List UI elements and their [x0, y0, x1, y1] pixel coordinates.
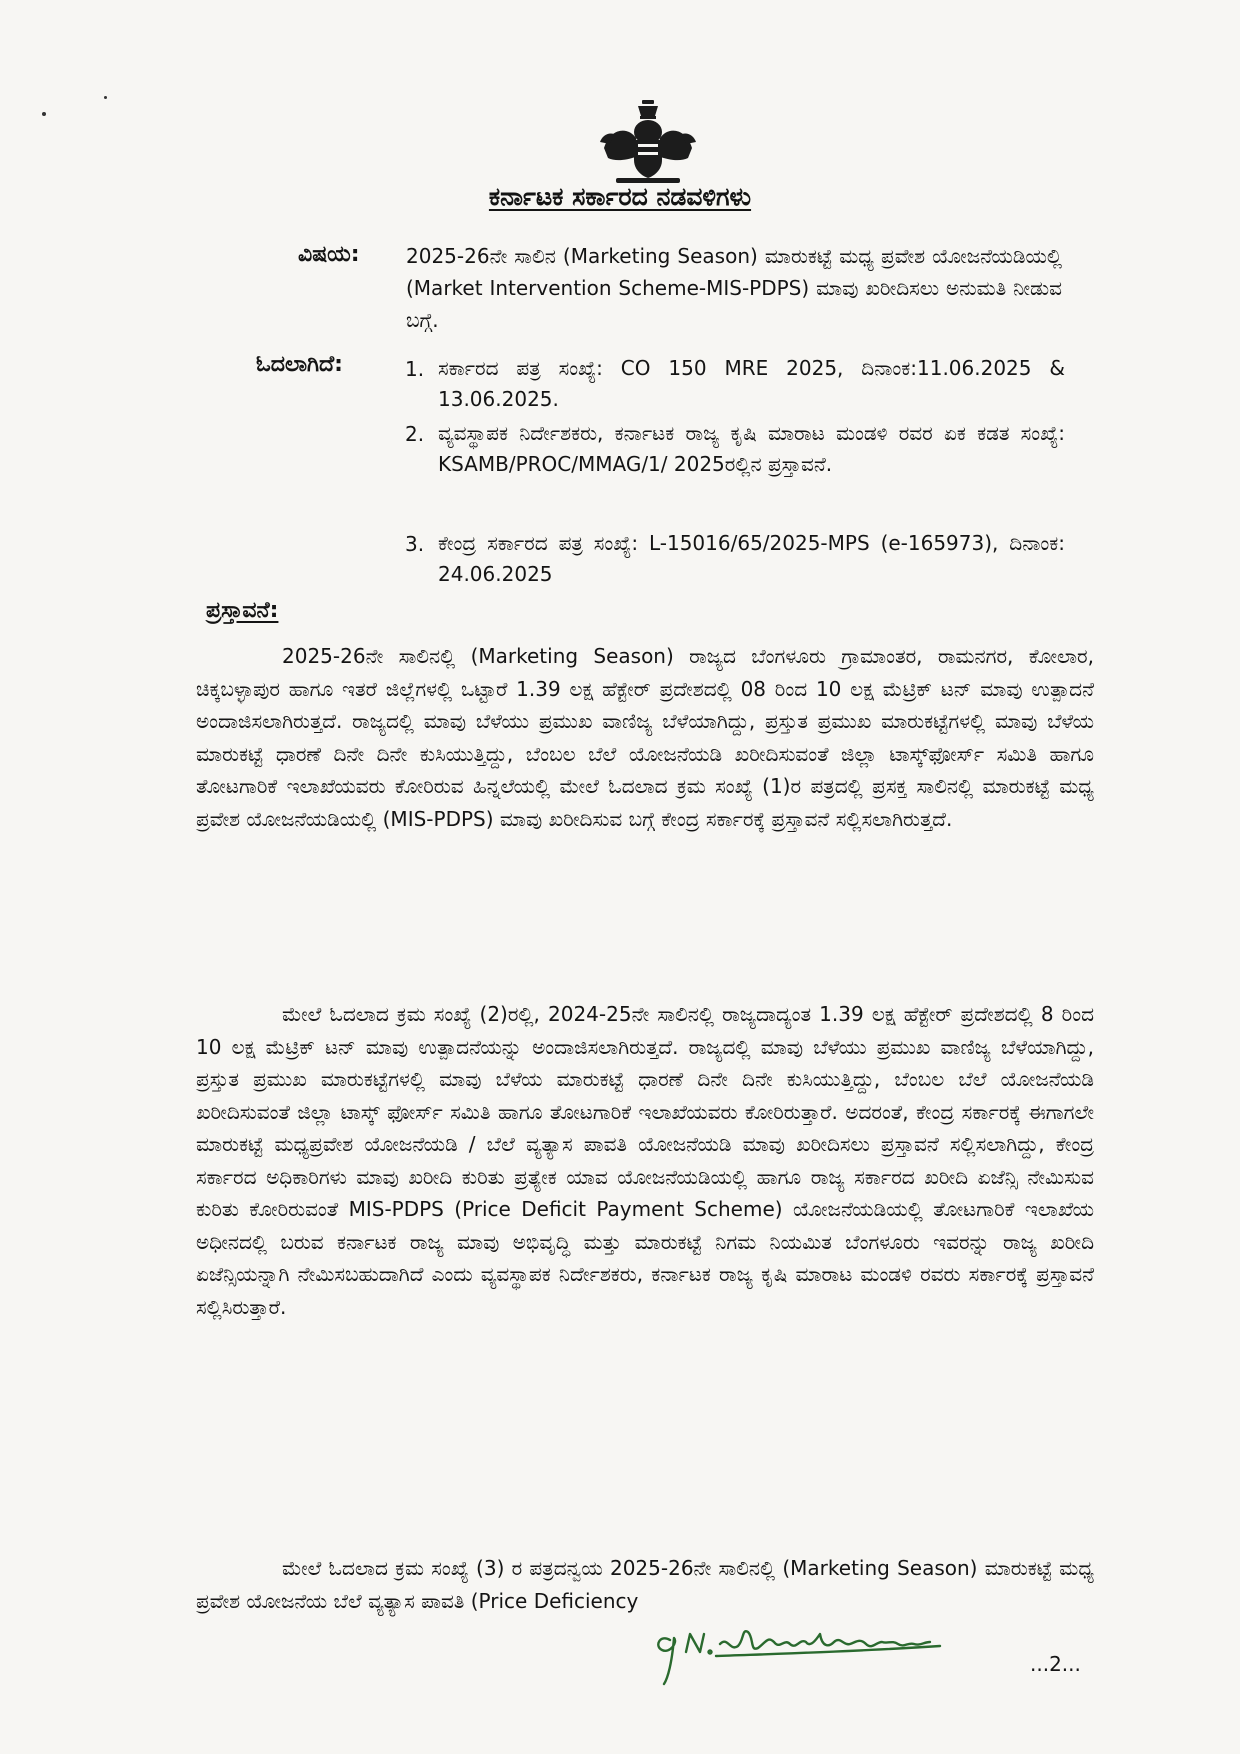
reference-item: ವ್ಯವಸ್ಥಾಪಕ ನಿರ್ದೇಶಕರು, ಕರ್ನಾಟಕ ರಾಜ್ಯ ಕೃಷಿ ಮಾರಾಟ ಮಂಡಳಿ ರವರ ಏಕ ಕಡತ ಸಂಖ್ಯೆ: KSAMB/PROC/MMAG/1/ 2025ರಲ್ಲಿನ ಪ್ರಸ್ತಾವನೆ.: [438, 421, 1065, 476]
references-label: ಓದಲಾಗಿದೆ:: [256, 352, 343, 377]
signature-image: [650, 1612, 1000, 1692]
reference-number: 1.: [405, 357, 425, 381]
reference-number: 2.: [405, 422, 425, 446]
subject-label: ವಿಷಯ:: [298, 242, 360, 267]
preamble-paragraph: ಮೇಲೆ ಓದಲಾದ ಕ್ರಮ ಸಂಖ್ಯೆ (3) ರ ಪತ್ರದನ್ವಯ 2025-26ನೇ ಸಾಲಿನಲ್ಲಿ (Marketing Season) ಮಾರುಕಟ್ಟೆ ಮಧ್ಯ ಪ್ರವೇಶ ಯೋಜನೆಯ ಬೆಲೆ ವ್ಯತ್ಯಾಸ ಪಾವತಿ (Price Deficiency: [196, 1556, 1094, 1613]
preamble-paragraph: 2025-26ನೇ ಸಾಲಿನಲ್ಲಿ (Marketing Season) ರಾಜ್ಯದ ಬೆಂಗಳೂರು ಗ್ರಾಮಾಂತರ, ರಾಮನಗರ, ಕೋಲಾರ, ಚಿಕ್ಕಬಳ್ಳಾಪುರ ಹಾಗೂ ಇತರೆ ಜಿಲ್ಲೆಗಳಲ್ಲಿ ಒಟ್ಟಾರೆ 1.39 ಲಕ್ಷ ಹೆಕ್ಟೇರ್ ಪ್ರದೇಶದಲ್ಲಿ 08 ರಿಂದ 10 ಲಕ್ಷ ಮೆಟ್ರಿಕ್ ಟನ್ ಮಾವು ಉತ್ಪಾದನೆ ಅಂದಾಜಿಸಲಾಗಿರುತ್ತದೆ. ರಾಜ್ಯದಲ್ಲಿ ಮಾವು ಬೆಳೆಯು ಪ್ರಮುಖ ವಾಣಿಜ್ಯ ಬೆಳೆಯಾಗಿದ್ದು, ಪ್ರಸ್ತುತ ಪ್ರಮುಖ ಮಾರುಕಟ್ಟೆಗಳಲ್ಲಿ ಮಾವು ಬೆಳೆಯ ಮಾರುಕಟ್ಟೆ ಧಾರಣೆ ದಿನೇ ದಿನೇ ಕುಸಿಯುತ್ತಿದ್ದು, ಬೆಂಬಲ ಬೆಲೆ ಯೋಜನೆಯಡಿ ಖರೀದಿಸುವಂತೆ ಜಿಲ್ಲಾ ಟಾಸ್ಕ್‌ಫೋರ್ಸ್ ಸಮಿತಿ ಹಾಗೂ ತೋಟಗಾರಿಕೆ ಇಲಾಖೆಯವರು ಕೋರಿರುವ ಹಿನ್ನಲೆಯಲ್ಲಿ ಮೇಲೆ ಓದಲಾದ ಕ್ರಮ ಸಂಖ್ಯೆ (1)ರ ಪತ್ರದಲ್ಲಿ ಪ್ರಸಕ್ತ ಸಾಲಿನಲ್ಲಿ ಮಾರುಕಟ್ಟೆ ಮಧ್ಯ ಪ್ರವೇಶ ಯೋಜನೆಯಡಿಯಲ್ಲಿ (MIS-PDPS) ಮಾವು ಖರೀದಿಸುವ ಬಗ್ಗೆ ಕೇಂದ್ರ ಸರ್ಕಾರಕ್ಕೆ ಪ್ರಸ್ತಾವನೆ ಸಲ್ಲಿಸಲಾಗಿರುತ್ತದೆ.: [196, 644, 1094, 831]
preamble-heading: ಪ್ರಸ್ತಾವನೆ:: [206, 598, 279, 623]
reference-item: ಕೇಂದ್ರ ಸರ್ಕಾರದ ಪತ್ರ ಸಂಖ್ಯೆ: L-15016/65/2025-MPS (e-165973), ದಿನಾಂಕ: 24.06.2025: [438, 531, 1065, 586]
preamble-paragraph: ಮೇಲೆ ಓದಲಾದ ಕ್ರಮ ಸಂಖ್ಯೆ (2)ರಲ್ಲಿ, 2024-25ನೇ ಸಾಲಿನಲ್ಲಿ ರಾಜ್ಯದಾದ್ಯಂತ 1.39 ಲಕ್ಷ ಹೆಕ್ಟೇರ್ ಪ್ರದೇಶದಲ್ಲಿ 8 ರಿಂದ 10 ಲಕ್ಷ ಮೆಟ್ರಿಕ್ ಟನ್ ಮಾವು ಉತ್ಪಾದನೆಯನ್ನು ಅಂದಾಜಿಸಲಾಗಿರುತ್ತದೆ. ರಾಜ್ಯದಲ್ಲಿ ಮಾವು ಬೆಳೆಯು ಪ್ರಮುಖ ವಾಣಿಜ್ಯ ಬೆಳೆಯಾಗಿದ್ದು, ಪ್ರಸ್ತುತ ಪ್ರಮುಖ ಮಾರುಕಟ್ಟೆಗಳಲ್ಲಿ ಮಾವು ಬೆಳೆಯ ಮಾರುಕಟ್ಟೆ ಧಾರಣೆ ದಿನೇ ದಿನೇ ಕುಸಿಯುತ್ತಿದ್ದು, ಬೆಂಬಲ ಬೆಲೆ ಯೋಜನೆಯಡಿ ಖರೀದಿಸುವಂತೆ ಜಿಲ್ಲಾ ಟಾಸ್ಕ್ ಫೋರ್ಸ್ ಸಮಿತಿ ಹಾಗೂ ತೋಟಗಾರಿಕೆ ಇಲಾಖೆಯವರು ಕೋರಿರುತ್ತಾರೆ. ಅದರಂತೆ, ಕೇಂದ್ರ ಸರ್ಕಾರಕ್ಕೆ ಈಗಾಗಲೇ ಮಾರುಕಟ್ಟೆ ಮಧ್ಯಪ್ರವೇಶ ಯೋಜನೆಯಡಿ / ಬೆಲೆ ವ್ಯತ್ಯಾಸ ಪಾವತಿ ಯೋಜನೆಯಡಿ ಮಾವು ಖರೀದಿಸಲು ಪ್ರಸ್ತಾವನೆ ಸಲ್ಲಿಸಲಾಗಿದ್ದು, ಕೇಂದ್ರ ಸರ್ಕಾರದ ಅಧಿಕಾರಿಗಳು ಮಾವು ಖರೀದಿ ಕುರಿತು ಪ್ರತ್ಯೇಕ ಯಾವ ಯೋಜನೆಯಡಿಯಲ್ಲಿ ಹಾಗೂ ರಾಜ್ಯ ಸರ್ಕಾರದ ಖರೀದಿ ಏಜೆನ್ಸಿ ನೇಮಿಸುವ ಕುರಿತು ಕೋರಿರುವಂತೆ MIS-PDPS (Price Deficit Payment Scheme) ಯೋಜನೆಯಡಿಯಲ್ಲಿ ತೋಟಗಾರಿಕೆ ಇಲಾಖೆಯ ಅಧೀನದಲ್ಲಿ ಬರುವ ಕರ್ನಾಟಕ ರಾಜ್ಯ ಮಾವು ಅಭಿವೃದ್ಧಿ ಮತ್ತು ಮಾರುಕಟ್ಟೆ ನಿಗಮ ನಿಯಮಿತ ಬೆಂಗಳೂರು ಇವರನ್ನು ರಾಜ್ಯ ಖರೀದಿ ಏಜೆನ್ಸಿಯನ್ನಾಗಿ ನೇಮಿಸಬಹುದಾಗಿದೆ ಎಂದು ವ್ಯವಸ್ಥಾಪಕ ನಿರ್ದೇಶಕರು, ಕರ್ನಾಟಕ ರಾಜ್ಯ ಕೃಷಿ ಮಾರಾಟ ಮಂಡಳಿ ರವರು ಸರ್ಕಾರಕ್ಕೆ ಪ್ರಸ್ತಾವನೆ ಸಲ್ಲಿಸಿರುತ್ತಾರೆ.: [196, 1002, 1094, 1319]
page-continuation: ...2...: [1030, 1652, 1081, 1676]
scan-speck: [104, 96, 107, 99]
reference-number: 3.: [405, 532, 425, 556]
reference-item: ಸರ್ಕಾರದ ಪತ್ರ ಸಂಖ್ಯೆ: CO 150 MRE 2025, ದಿನಾಂಕ:11.06.2025 & 13.06.2025.: [438, 356, 1065, 411]
state-emblem-icon: [598, 98, 698, 186]
scan-speck: [42, 112, 46, 116]
document-title: ಕರ್ನಾಟಕ ಸರ್ಕಾರದ ನಡವಳಿಗಳು: [488, 182, 752, 211]
subject-text: 2025-26ನೇ ಸಾಲಿನ (Marketing Season) ಮಾರುಕಟ್ಟೆ ಮಧ್ಯ ಪ್ರವೇಶ ಯೋಜನೆಯಡಿಯಲ್ಲಿ (Market Intervention Scheme-MIS-PDPS) ಮಾವು ಖರೀದಿಸಲು ಅನುಮತಿ ನೀಡುವ ಬಗ್ಗೆ.: [406, 244, 1062, 332]
